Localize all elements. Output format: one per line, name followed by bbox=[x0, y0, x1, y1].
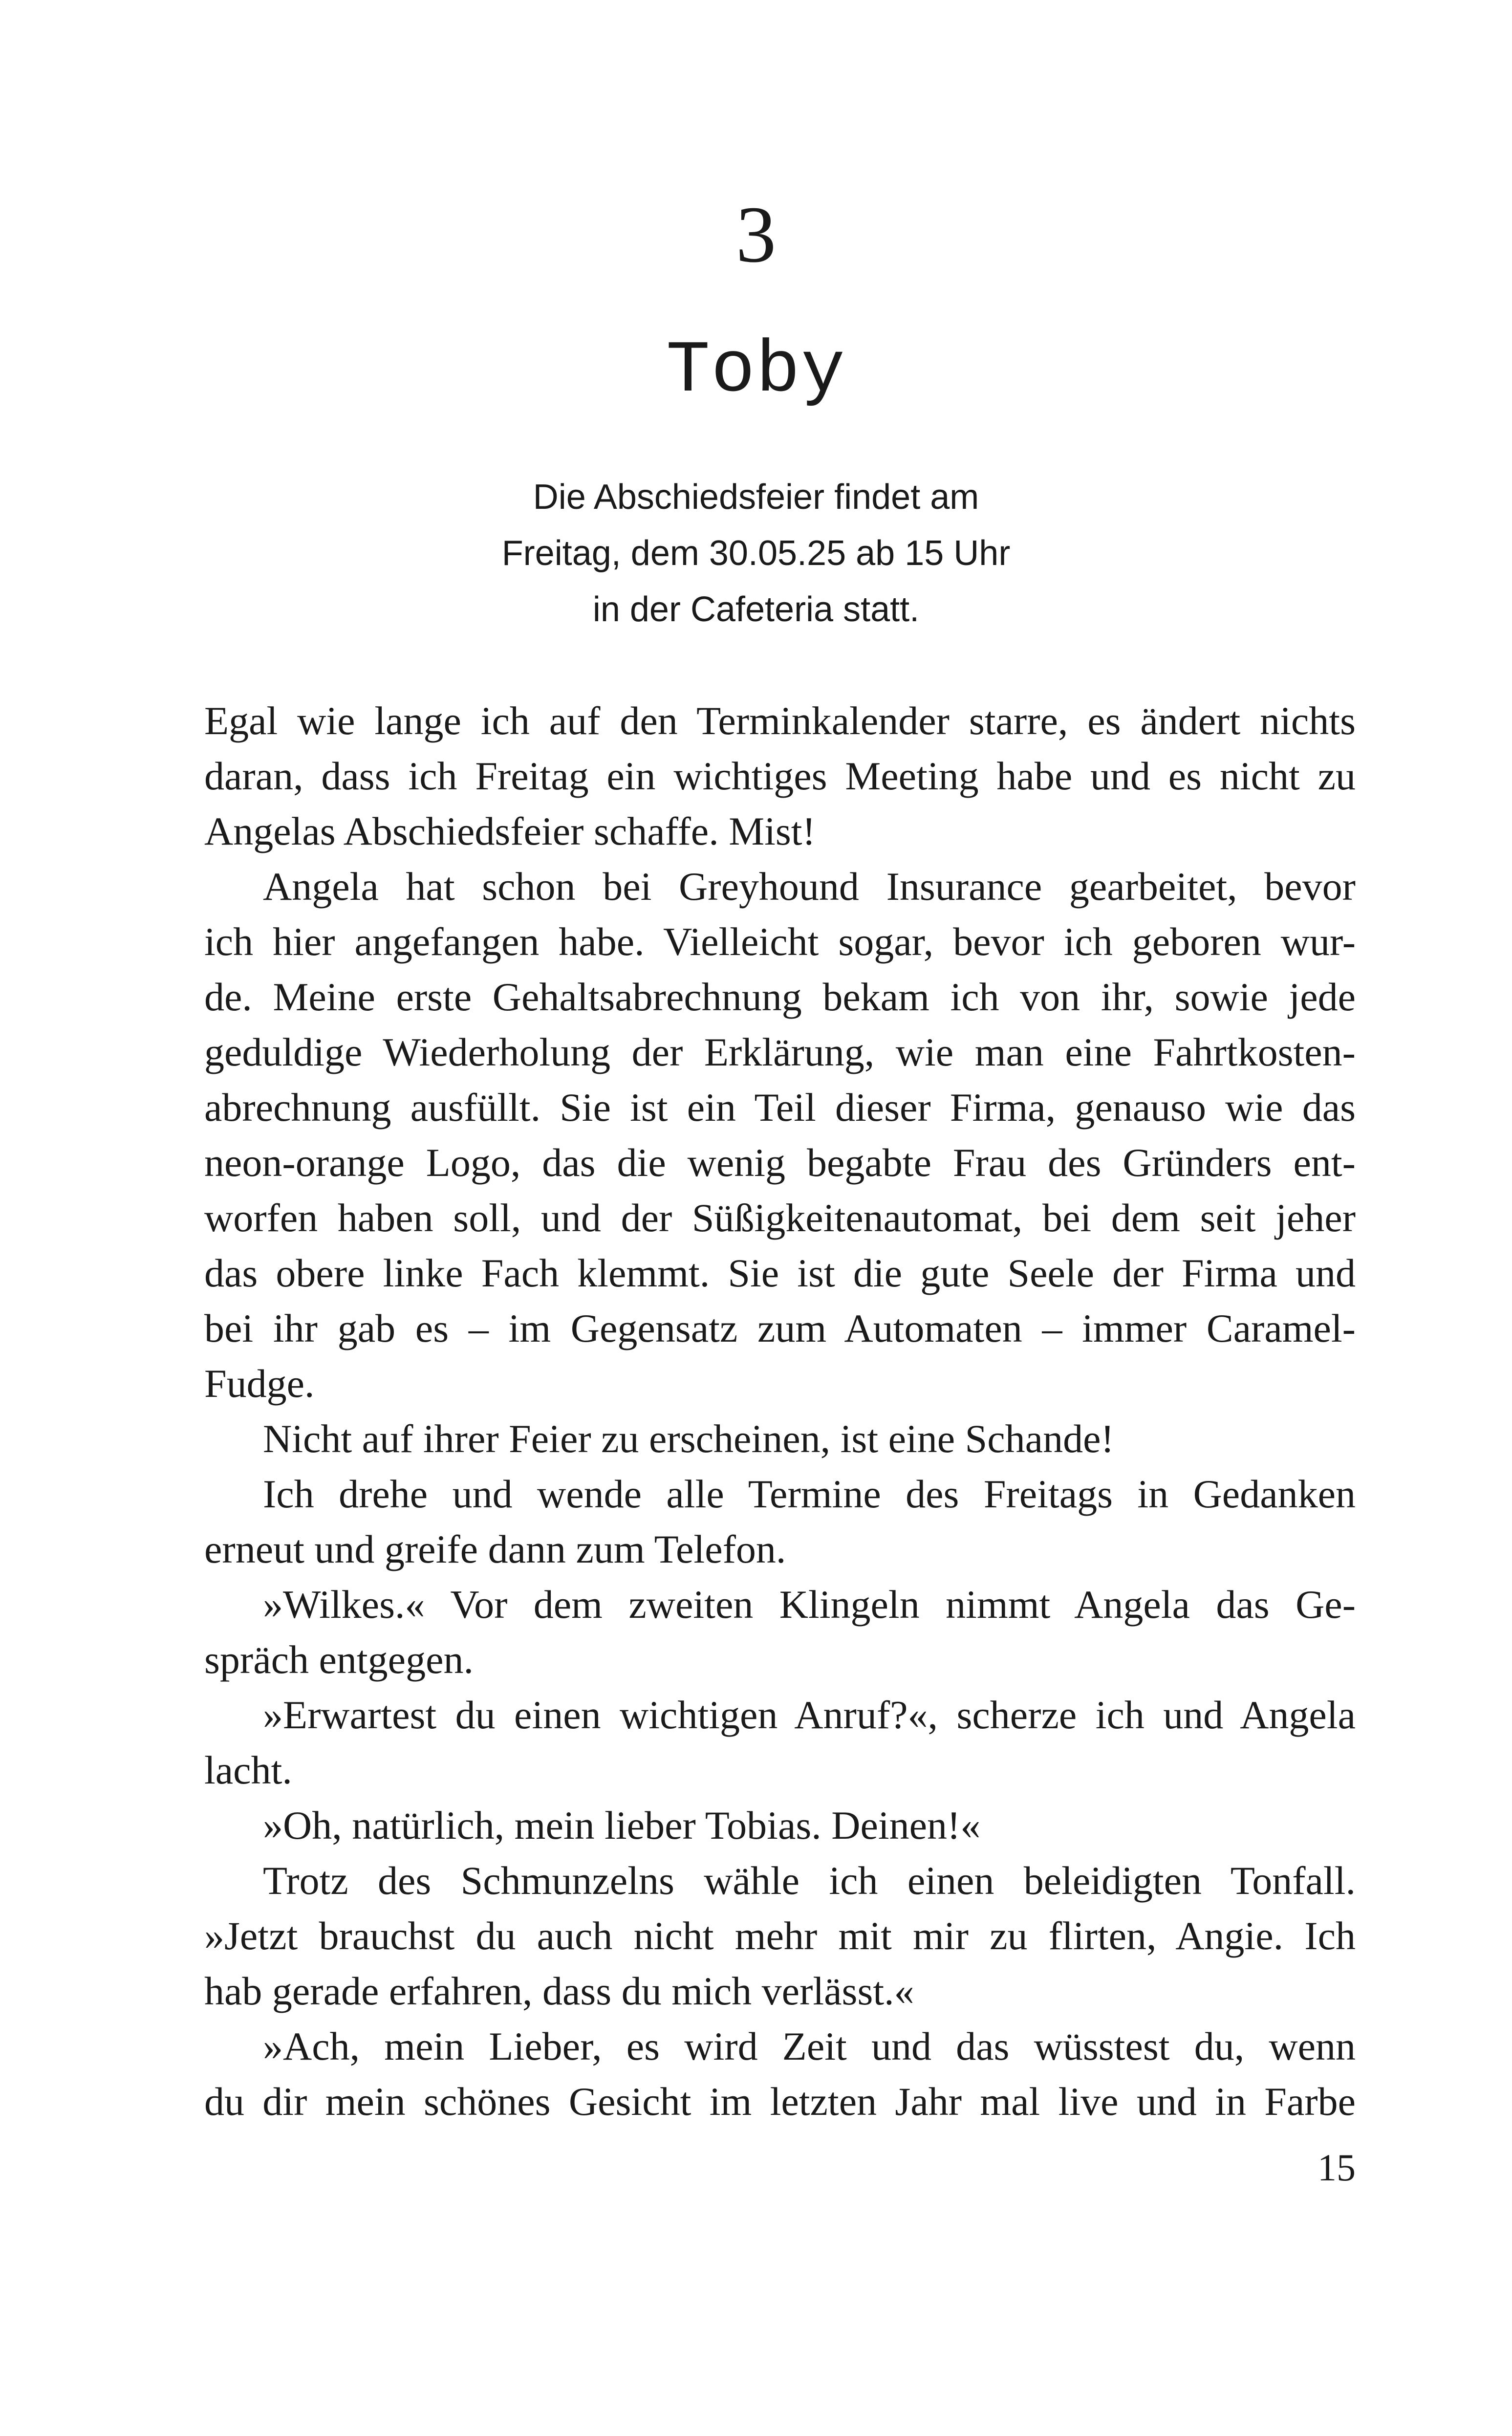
chapter-title: Toby bbox=[666, 330, 846, 413]
text-line: Trotz des Schmunzelns wähle ich einen beleidigten Tonfall. bbox=[263, 1858, 1356, 1903]
text-line: daran, dass ich Freitag ein wichtiges Meeting habe und es nicht zu bbox=[204, 754, 1356, 798]
text-line: Fudge. bbox=[204, 1361, 315, 1406]
notice-line: Die Abschiedsfeier findet am bbox=[533, 478, 979, 517]
text-line: ich hier angefangen habe. Vielleicht sogar, bevor ich geboren wur- bbox=[204, 919, 1356, 964]
notice-line: in der Cafeteria statt. bbox=[592, 590, 920, 629]
text-line: Nicht auf ihrer Feier zu erscheinen, ist eine Schande! bbox=[263, 1416, 1114, 1461]
text-line: lacht. bbox=[204, 1748, 292, 1792]
text-line: »Jetzt brauchst du auch nicht mehr mit mir zu flirten, Angie. Ich bbox=[204, 1914, 1356, 1958]
text-line: spräch entgegen. bbox=[204, 1637, 474, 1682]
farewell-notice bbox=[0, 469, 1512, 638]
text-line: de. Meine erste Gehaltsabrechnung bekam ich von ihr, sowie jede bbox=[204, 975, 1356, 1019]
text-line: abrechnung ausfüllt. Sie ist ein Teil dieser Firma, genauso wie das bbox=[204, 1085, 1356, 1130]
chapter-number: 3 bbox=[735, 190, 777, 279]
text-line: »Oh, natürlich, mein lieber Tobias. Deinen!« bbox=[263, 1803, 981, 1848]
text-line: Angela hat schon bei Greyhound Insurance gearbeitet, bevor bbox=[263, 864, 1356, 909]
text-line: Angelas Abschiedsfeier schaffe. Mist! bbox=[204, 809, 816, 853]
notice-line: Freitag, dem 30.05.25 ab 15 Uhr bbox=[501, 534, 1011, 573]
text-line: Egal wie lange ich auf den Terminkalender starre, es ändert nichts bbox=[204, 698, 1356, 743]
text-line: hab gerade erfahren, dass du mich verlässt.« bbox=[204, 1969, 914, 2013]
text-line: »Ach, mein Lieber, es wird Zeit und das wüsstest du, wenn bbox=[263, 2024, 1356, 2068]
text-line: »Wilkes.« Vor dem zweiten Klingeln nimmt Angela das Ge- bbox=[263, 1582, 1356, 1627]
text-line: du dir mein schönes Gesicht im letzten Jahr mal live und in Farbe bbox=[204, 2079, 1356, 2124]
text-line: geduldige Wiederholung der Erklärung, wie man eine Fahrtkosten- bbox=[204, 1030, 1356, 1074]
text-line: bei ihr gab es – im Gegensatz zum Automaten – immer Caramel- bbox=[204, 1306, 1356, 1350]
text-line: worfen haben soll, und der Süßigkeitenautomat, bei dem seit jeher bbox=[204, 1196, 1356, 1240]
chapter-body bbox=[204, 693, 1356, 2129]
text-line: erneut und greife dann zum Telefon. bbox=[204, 1527, 786, 1571]
text-line: neon-orange Logo, das die wenig begabte Frau des Gründers ent- bbox=[204, 1140, 1356, 1185]
page-number: 15 bbox=[1318, 2146, 1356, 2189]
text-line: »Erwartest du einen wichtigen Anruf?«, scherze ich und Angela bbox=[263, 1693, 1356, 1737]
text-line: Ich drehe und wende alle Termine des Freitags in Gedanken bbox=[263, 1472, 1356, 1516]
text-line: das obere linke Fach klemmt. Sie ist die gute Seele der Firma und bbox=[204, 1251, 1356, 1295]
